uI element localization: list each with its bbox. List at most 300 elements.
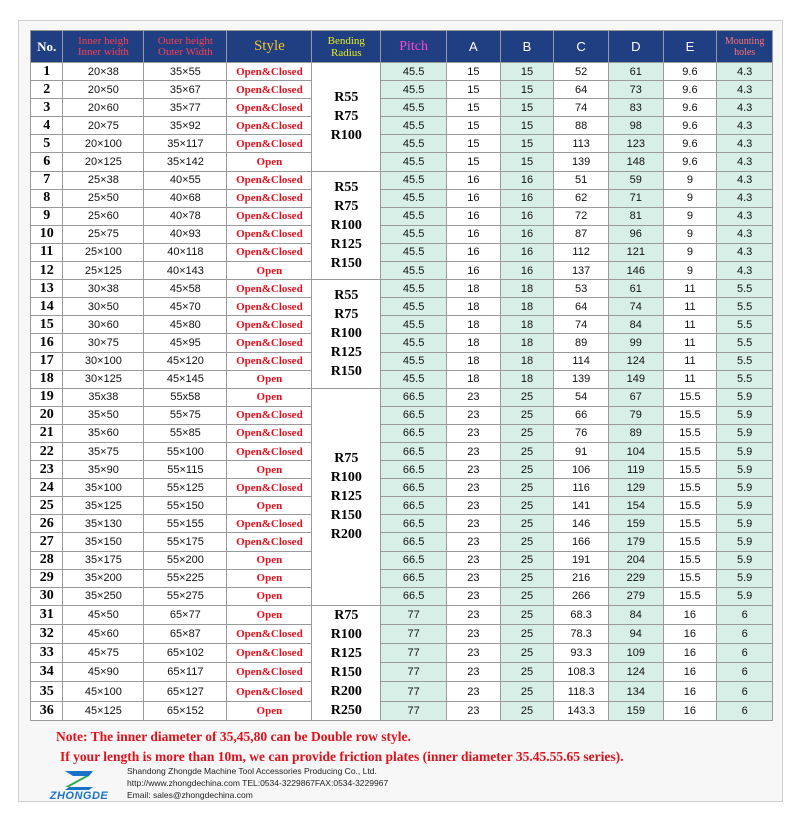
style-value: Open bbox=[227, 551, 312, 569]
inner-size: 25×50 bbox=[63, 189, 144, 207]
outer-size: 45×80 bbox=[144, 316, 227, 334]
outer-size: 55×85 bbox=[144, 424, 227, 442]
header-inner-line2: Inner width bbox=[77, 45, 129, 58]
bending-radius-value: R75 bbox=[334, 198, 359, 214]
b-value: 18 bbox=[500, 334, 554, 352]
e-value: 11 bbox=[663, 280, 717, 298]
a-value: 16 bbox=[447, 171, 501, 189]
pitch-value: 77 bbox=[381, 701, 447, 720]
e-value: 15.5 bbox=[663, 461, 717, 479]
row-number: 3 bbox=[31, 99, 63, 117]
a-value: 23 bbox=[447, 644, 501, 663]
b-value: 15 bbox=[500, 99, 554, 117]
inner-size: 25×75 bbox=[63, 225, 144, 243]
bending-radius-group bbox=[312, 388, 381, 605]
row-number: 27 bbox=[31, 533, 63, 551]
a-value: 15 bbox=[447, 63, 501, 81]
mounting-holes-value: 4.3 bbox=[717, 243, 773, 261]
e-value: 15.5 bbox=[663, 551, 717, 569]
mounting-holes-value: 4.3 bbox=[717, 99, 773, 117]
style-value: Open&Closed bbox=[227, 243, 312, 261]
table-row bbox=[31, 153, 773, 171]
row-number: 32 bbox=[31, 624, 63, 643]
outer-size: 45×120 bbox=[144, 352, 227, 370]
inner-size: 30×38 bbox=[63, 280, 144, 298]
a-value: 18 bbox=[447, 334, 501, 352]
c-value: 166 bbox=[554, 533, 609, 551]
outer-size: 65×87 bbox=[144, 624, 227, 643]
mounting-holes-value: 4.3 bbox=[717, 153, 773, 171]
outer-size: 55×175 bbox=[144, 533, 227, 551]
table-row bbox=[31, 370, 773, 388]
mounting-holes-value: 4.3 bbox=[717, 171, 773, 189]
footer bbox=[19, 766, 782, 801]
mounting-holes-value: 5.5 bbox=[717, 370, 773, 388]
row-number: 17 bbox=[31, 352, 63, 370]
row-number: 13 bbox=[31, 280, 63, 298]
pitch-value: 77 bbox=[381, 663, 447, 682]
e-value: 15.5 bbox=[663, 442, 717, 460]
a-value: 15 bbox=[447, 81, 501, 99]
style-value: Open bbox=[227, 153, 312, 171]
inner-size: 45×75 bbox=[63, 644, 144, 663]
c-value: 52 bbox=[554, 63, 609, 81]
inner-size: 25×38 bbox=[63, 171, 144, 189]
email-line: Email: sales@zhongdechina.com bbox=[127, 790, 253, 800]
row-number: 8 bbox=[31, 189, 63, 207]
pitch-value: 45.5 bbox=[381, 153, 447, 171]
style-value: Open&Closed bbox=[227, 479, 312, 497]
a-value: 23 bbox=[447, 624, 501, 643]
row-number: 28 bbox=[31, 551, 63, 569]
mounting-holes-value: 4.3 bbox=[717, 207, 773, 225]
a-value: 23 bbox=[447, 479, 501, 497]
e-value: 11 bbox=[663, 334, 717, 352]
pitch-value: 66.5 bbox=[381, 533, 447, 551]
c-value: 139 bbox=[554, 370, 609, 388]
e-value: 15.5 bbox=[663, 533, 717, 551]
table-row bbox=[31, 352, 773, 370]
outer-size: 55×155 bbox=[144, 515, 227, 533]
pitch-value: 66.5 bbox=[381, 424, 447, 442]
mounting-holes-value: 4.3 bbox=[717, 63, 773, 81]
contact-line: http://www.zhongdechina.com TEL:0534-3229867FAX:0534-3229967 bbox=[127, 778, 389, 788]
b-value: 25 bbox=[500, 663, 554, 682]
b-value: 25 bbox=[500, 497, 554, 515]
table-row bbox=[31, 442, 773, 460]
mounting-holes-value: 5.9 bbox=[717, 551, 773, 569]
b-value: 25 bbox=[500, 701, 554, 720]
style-value: Open&Closed bbox=[227, 334, 312, 352]
a-value: 15 bbox=[447, 135, 501, 153]
c-value: 62 bbox=[554, 189, 609, 207]
row-number: 6 bbox=[31, 153, 63, 171]
bending-radius-value: R100 bbox=[330, 626, 362, 642]
d-value: 104 bbox=[608, 442, 663, 460]
style-value: Open bbox=[227, 262, 312, 280]
outer-size: 35×67 bbox=[144, 81, 227, 99]
a-value: 18 bbox=[447, 280, 501, 298]
zhongde-logo-icon bbox=[39, 769, 119, 791]
d-value: 73 bbox=[608, 81, 663, 99]
bending-radius-value: R100 bbox=[330, 470, 362, 486]
outer-size: 55×200 bbox=[144, 551, 227, 569]
b-value: 25 bbox=[500, 551, 554, 569]
pitch-value: 77 bbox=[381, 682, 447, 701]
row-number: 19 bbox=[31, 388, 63, 406]
d-value: 96 bbox=[608, 225, 663, 243]
c-value: 74 bbox=[554, 316, 609, 334]
header-inner-line1: Inner heigh bbox=[78, 34, 129, 47]
c-value: 146 bbox=[554, 515, 609, 533]
b-value: 25 bbox=[500, 515, 554, 533]
e-value: 9 bbox=[663, 171, 717, 189]
table-row bbox=[31, 334, 773, 352]
table-row bbox=[31, 280, 773, 298]
c-value: 106 bbox=[554, 461, 609, 479]
c-value: 88 bbox=[554, 117, 609, 135]
outer-size: 45×58 bbox=[144, 280, 227, 298]
pitch-value: 45.5 bbox=[381, 135, 447, 153]
mounting-holes-value: 4.3 bbox=[717, 135, 773, 153]
row-number: 10 bbox=[31, 225, 63, 243]
inner-size: 30×100 bbox=[63, 352, 144, 370]
c-value: 116 bbox=[554, 479, 609, 497]
a-value: 18 bbox=[447, 370, 501, 388]
mounting-holes-value: 5.9 bbox=[717, 533, 773, 551]
a-value: 16 bbox=[447, 243, 501, 261]
bending-radius-value: R75 bbox=[334, 451, 359, 467]
header-bending bbox=[312, 31, 381, 63]
bending-radius-value: R100 bbox=[330, 326, 362, 342]
mounting-holes-value: 6 bbox=[717, 663, 773, 682]
b-value: 25 bbox=[500, 569, 554, 587]
row-number: 2 bbox=[31, 81, 63, 99]
mounting-holes-value: 6 bbox=[717, 682, 773, 701]
table-row bbox=[31, 117, 773, 135]
outer-size: 55×100 bbox=[144, 442, 227, 460]
c-value: 76 bbox=[554, 424, 609, 442]
e-value: 16 bbox=[663, 701, 717, 720]
row-number: 16 bbox=[31, 334, 63, 352]
e-value: 11 bbox=[663, 370, 717, 388]
table-row bbox=[31, 587, 773, 605]
e-value: 9 bbox=[663, 207, 717, 225]
header-a: A bbox=[447, 31, 501, 63]
outer-size: 65×117 bbox=[144, 663, 227, 682]
bending-radius-value: R200 bbox=[330, 683, 362, 699]
b-value: 15 bbox=[500, 63, 554, 81]
table-row bbox=[31, 207, 773, 225]
b-value: 16 bbox=[500, 243, 554, 261]
style-value: Open bbox=[227, 497, 312, 515]
b-value: 25 bbox=[500, 682, 554, 701]
e-value: 16 bbox=[663, 605, 717, 624]
mounting-holes-value: 5.9 bbox=[717, 497, 773, 515]
bending-radius-value: R200 bbox=[330, 527, 362, 543]
e-value: 11 bbox=[663, 352, 717, 370]
bending-radius-value: R125 bbox=[330, 489, 362, 505]
e-value: 15.5 bbox=[663, 497, 717, 515]
style-value: Open&Closed bbox=[227, 316, 312, 334]
d-value: 146 bbox=[608, 262, 663, 280]
d-value: 94 bbox=[608, 624, 663, 643]
c-value: 114 bbox=[554, 352, 609, 370]
e-value: 11 bbox=[663, 298, 717, 316]
table-row bbox=[31, 99, 773, 117]
e-value: 9 bbox=[663, 189, 717, 207]
d-value: 154 bbox=[608, 497, 663, 515]
mounting-holes-value: 5.5 bbox=[717, 316, 773, 334]
bending-radius-value: R75 bbox=[334, 109, 359, 125]
mounting-holes-value: 6 bbox=[717, 605, 773, 624]
pitch-value: 45.5 bbox=[381, 63, 447, 81]
mounting-holes-value: 5.9 bbox=[717, 442, 773, 460]
outer-size: 40×93 bbox=[144, 225, 227, 243]
style-value: Open&Closed bbox=[227, 515, 312, 533]
mounting-holes-value: 5.5 bbox=[717, 280, 773, 298]
c-value: 118.3 bbox=[554, 682, 609, 701]
e-value: 15.5 bbox=[663, 406, 717, 424]
inner-size: 20×60 bbox=[63, 99, 144, 117]
inner-size: 45×90 bbox=[63, 663, 144, 682]
a-value: 23 bbox=[447, 663, 501, 682]
mounting-holes-value: 4.3 bbox=[717, 189, 773, 207]
d-value: 59 bbox=[608, 171, 663, 189]
pitch-value: 45.5 bbox=[381, 117, 447, 135]
a-value: 16 bbox=[447, 262, 501, 280]
d-value: 74 bbox=[608, 298, 663, 316]
style-value: Open&Closed bbox=[227, 81, 312, 99]
d-value: 98 bbox=[608, 117, 663, 135]
header-no: No. bbox=[31, 31, 63, 63]
outer-size: 35×142 bbox=[144, 153, 227, 171]
pitch-value: 66.5 bbox=[381, 442, 447, 460]
logo-text: ZHONGDE bbox=[49, 790, 109, 802]
header-pitch: Pitch bbox=[381, 31, 447, 63]
inner-size: 35×130 bbox=[63, 515, 144, 533]
inner-size: 45×50 bbox=[63, 605, 144, 624]
bending-radius-group bbox=[312, 605, 381, 720]
row-number: 1 bbox=[31, 63, 63, 81]
bending-radius-group bbox=[312, 63, 381, 172]
a-value: 16 bbox=[447, 225, 501, 243]
outer-size: 55×115 bbox=[144, 461, 227, 479]
outer-size: 35×55 bbox=[144, 63, 227, 81]
pitch-value: 45.5 bbox=[381, 225, 447, 243]
bending-radius-value: R150 bbox=[330, 664, 362, 680]
d-value: 61 bbox=[608, 280, 663, 298]
bending-radius-group bbox=[312, 171, 381, 280]
outer-size: 40×78 bbox=[144, 207, 227, 225]
table-row bbox=[31, 551, 773, 569]
pitch-value: 45.5 bbox=[381, 171, 447, 189]
c-value: 137 bbox=[554, 262, 609, 280]
style-value: Open&Closed bbox=[227, 352, 312, 370]
a-value: 16 bbox=[447, 189, 501, 207]
table-row bbox=[31, 135, 773, 153]
style-value: Open bbox=[227, 569, 312, 587]
header-inner bbox=[63, 31, 144, 63]
bending-radius-value: R250 bbox=[330, 702, 362, 718]
e-value: 16 bbox=[663, 644, 717, 663]
inner-size: 30×50 bbox=[63, 298, 144, 316]
b-value: 25 bbox=[500, 442, 554, 460]
header-mounting-line2: holes bbox=[734, 46, 756, 58]
bending-radius-value: R75 bbox=[334, 307, 359, 323]
style-value: Open&Closed bbox=[227, 424, 312, 442]
outer-size: 55×275 bbox=[144, 587, 227, 605]
pitch-value: 45.5 bbox=[381, 243, 447, 261]
e-value: 9.6 bbox=[663, 135, 717, 153]
pitch-value: 45.5 bbox=[381, 298, 447, 316]
a-value: 23 bbox=[447, 551, 501, 569]
table-row bbox=[31, 663, 773, 682]
a-value: 23 bbox=[447, 569, 501, 587]
row-number: 34 bbox=[31, 663, 63, 682]
a-value: 23 bbox=[447, 682, 501, 701]
e-value: 16 bbox=[663, 624, 717, 643]
d-value: 119 bbox=[608, 461, 663, 479]
e-value: 9 bbox=[663, 225, 717, 243]
table-row bbox=[31, 63, 773, 81]
b-value: 18 bbox=[500, 352, 554, 370]
inner-size: 20×100 bbox=[63, 135, 144, 153]
row-number: 26 bbox=[31, 515, 63, 533]
pitch-value: 45.5 bbox=[381, 280, 447, 298]
c-value: 139 bbox=[554, 153, 609, 171]
a-value: 18 bbox=[447, 316, 501, 334]
e-value: 15.5 bbox=[663, 424, 717, 442]
table-row bbox=[31, 189, 773, 207]
inner-size: 35×50 bbox=[63, 406, 144, 424]
mounting-holes-value: 4.3 bbox=[717, 262, 773, 280]
spec-table bbox=[30, 30, 773, 721]
header-outer-line2: Outer Width bbox=[158, 45, 213, 58]
mounting-holes-value: 5.5 bbox=[717, 334, 773, 352]
note-line-2: If your length is more than 10m, we can provide friction plates (inner diameter 35.45.55.65 series). bbox=[60, 749, 624, 764]
a-value: 23 bbox=[447, 605, 501, 624]
outer-size: 40×68 bbox=[144, 189, 227, 207]
style-value: Open&Closed bbox=[227, 99, 312, 117]
header-bending-line1: Bending bbox=[327, 34, 365, 47]
table-row bbox=[31, 644, 773, 663]
table-row bbox=[31, 701, 773, 720]
outer-size: 35×77 bbox=[144, 99, 227, 117]
inner-size: 20×125 bbox=[63, 153, 144, 171]
b-value: 16 bbox=[500, 171, 554, 189]
b-value: 18 bbox=[500, 280, 554, 298]
inner-size: 35×75 bbox=[63, 442, 144, 460]
c-value: 51 bbox=[554, 171, 609, 189]
inner-size: 20×38 bbox=[63, 63, 144, 81]
header-outer bbox=[144, 31, 227, 63]
b-value: 25 bbox=[500, 533, 554, 551]
style-value: Open bbox=[227, 388, 312, 406]
d-value: 71 bbox=[608, 189, 663, 207]
row-number: 35 bbox=[31, 682, 63, 701]
e-value: 9 bbox=[663, 262, 717, 280]
style-value: Open&Closed bbox=[227, 171, 312, 189]
row-number: 7 bbox=[31, 171, 63, 189]
table-row bbox=[31, 262, 773, 280]
d-value: 159 bbox=[608, 515, 663, 533]
row-number: 24 bbox=[31, 479, 63, 497]
d-value: 159 bbox=[608, 701, 663, 720]
pitch-value: 77 bbox=[381, 644, 447, 663]
table-row bbox=[31, 316, 773, 334]
b-value: 25 bbox=[500, 479, 554, 497]
style-value: Open&Closed bbox=[227, 189, 312, 207]
bending-radius-value: R100 bbox=[330, 128, 362, 144]
row-number: 25 bbox=[31, 497, 63, 515]
outer-size: 45×145 bbox=[144, 370, 227, 388]
row-number: 22 bbox=[31, 442, 63, 460]
style-value: Open&Closed bbox=[227, 663, 312, 682]
b-value: 16 bbox=[500, 207, 554, 225]
table-row bbox=[31, 388, 773, 406]
header-e: E bbox=[663, 31, 717, 63]
pitch-value: 77 bbox=[381, 624, 447, 643]
mounting-holes-value: 6 bbox=[717, 701, 773, 720]
d-value: 124 bbox=[608, 352, 663, 370]
pitch-value: 45.5 bbox=[381, 207, 447, 225]
b-value: 15 bbox=[500, 153, 554, 171]
table-row bbox=[31, 605, 773, 624]
outer-size: 35×117 bbox=[144, 135, 227, 153]
bending-radius-value: R150 bbox=[330, 364, 362, 380]
outer-size: 65×152 bbox=[144, 701, 227, 720]
e-value: 15.5 bbox=[663, 388, 717, 406]
row-number: 18 bbox=[31, 370, 63, 388]
d-value: 149 bbox=[608, 370, 663, 388]
c-value: 87 bbox=[554, 225, 609, 243]
c-value: 74 bbox=[554, 99, 609, 117]
a-value: 23 bbox=[447, 587, 501, 605]
inner-size: 45×125 bbox=[63, 701, 144, 720]
notes bbox=[30, 727, 773, 767]
mounting-holes-value: 5.5 bbox=[717, 352, 773, 370]
pitch-value: 77 bbox=[381, 605, 447, 624]
pitch-value: 66.5 bbox=[381, 497, 447, 515]
header-style: Style bbox=[227, 31, 312, 63]
pitch-value: 66.5 bbox=[381, 479, 447, 497]
table-row bbox=[31, 515, 773, 533]
e-value: 11 bbox=[663, 316, 717, 334]
e-value: 9.6 bbox=[663, 63, 717, 81]
d-value: 229 bbox=[608, 569, 663, 587]
b-value: 25 bbox=[500, 406, 554, 424]
table-row bbox=[31, 461, 773, 479]
table-row bbox=[31, 497, 773, 515]
c-value: 108.3 bbox=[554, 663, 609, 682]
row-number: 30 bbox=[31, 587, 63, 605]
d-value: 61 bbox=[608, 63, 663, 81]
d-value: 121 bbox=[608, 243, 663, 261]
d-value: 83 bbox=[608, 99, 663, 117]
d-value: 123 bbox=[608, 135, 663, 153]
row-number: 23 bbox=[31, 461, 63, 479]
row-number: 33 bbox=[31, 644, 63, 663]
pitch-value: 66.5 bbox=[381, 569, 447, 587]
b-value: 18 bbox=[500, 370, 554, 388]
inner-size: 35x38 bbox=[63, 388, 144, 406]
c-value: 216 bbox=[554, 569, 609, 587]
mounting-holes-value: 4.3 bbox=[717, 117, 773, 135]
outer-size: 55×75 bbox=[144, 406, 227, 424]
style-value: Open bbox=[227, 461, 312, 479]
style-value: Open bbox=[227, 587, 312, 605]
